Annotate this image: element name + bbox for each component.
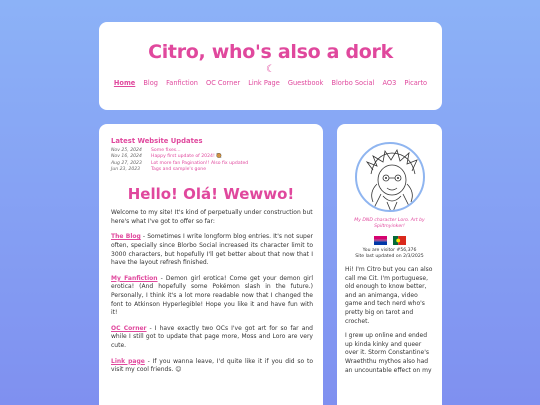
- update-link[interactable]: Lot more fan Pagination!! Also fix updated: [151, 160, 249, 166]
- updates-heading: Latest Website Updates: [111, 137, 203, 145]
- nav-ao3[interactable]: AO3: [382, 79, 397, 87]
- last-updated: Site last updated on 2/3/2025: [355, 254, 424, 259]
- update-link[interactable]: Some fixes...: [151, 148, 181, 153]
- welcome-content: [99, 209, 323, 375]
- update-date: Aug 27, 2023: [111, 160, 142, 166]
- section-fanfiction: [111, 275, 313, 318]
- character-sketch-image: [357, 144, 425, 212]
- update-date: Jun 23, 2023: [111, 166, 141, 172]
- nav-blorbo-social[interactable]: Blorbo Social: [331, 79, 375, 87]
- update-link[interactable]: Tags and sample's gone: [151, 166, 207, 172]
- link-page-link[interactable]: Link page: [111, 357, 145, 365]
- nav-guestbook[interactable]: Guestbook: [287, 79, 324, 87]
- nav-picarto[interactable]: Picarto: [404, 79, 428, 87]
- visitor-counter: You are visitor #56,376: [362, 248, 417, 253]
- avatar-caption: My DND character Loro. Art by Spiltmyinker!: [354, 218, 425, 229]
- nav-oc-corner[interactable]: OC Corner: [206, 79, 241, 87]
- section-text: - I have exactly two OCs I've got art for so far and while I still got to update that page more, Moss and Loro are very cute.: [111, 324, 313, 349]
- nav-blog[interactable]: Blog: [143, 79, 158, 87]
- update-row: [111, 167, 313, 173]
- section-text: - Demon girl erotica! Come get your demon girl erotica! (And hopefully some Pokémon slash in the future.) Personally, I think it's a lot more readable now that I changed the font to Atkinson Hyperlegible! Hope you like it and have fun with it!: [111, 274, 313, 317]
- main-nav: [99, 79, 442, 87]
- intro-text: Welcome to my site! It's kind of perpetually under construction but here's what I've got to offer so far:: [111, 209, 313, 225]
- nav-fanfiction[interactable]: Fanfiction: [166, 79, 198, 87]
- update-date: Nov 16, 2024: [111, 154, 142, 160]
- nav-link-page[interactable]: Link Page: [248, 79, 280, 87]
- bio-paragraph: I grew up online and ended up kinda kinky and queer over it. Storm Constantine's Wraeththu mythos also had an uncountable effect on my: [345, 332, 432, 374]
- avatar: [355, 142, 425, 212]
- update-date: Nov 25, 2024: [111, 148, 142, 153]
- section-blog: [111, 233, 313, 267]
- main-panel: [99, 124, 323, 405]
- blog-link[interactable]: The Blog: [111, 233, 141, 241]
- section-text: - If you wanna leave, I'd quite like it if you did so to visit my cool friends. 😊: [111, 357, 313, 374]
- update-link[interactable]: Happy first update of 2024! 🥘: [151, 154, 222, 160]
- fanfiction-link[interactable]: My Fanfiction: [111, 274, 158, 282]
- bio-paragraph: Hi! I'm Citro but you can also call me Cit. I'm portuguese, old enough to know better, and an animanga, video game and tech nerd who's pretty big on tarot and crochet.: [345, 266, 433, 325]
- portugal-flag-icon: [393, 236, 406, 245]
- section-link-page: [111, 358, 313, 375]
- section-oc-corner: [111, 325, 313, 351]
- welcome-heading: Hello! Olá! Wewwo!: [127, 185, 295, 204]
- site-title: Citro, who's also a dork: [148, 41, 393, 63]
- bio: [337, 266, 442, 375]
- site-stats: [337, 248, 442, 260]
- oc-corner-link[interactable]: OC Corner: [111, 324, 147, 332]
- flags: [337, 236, 442, 245]
- bi-flag-icon: [374, 236, 387, 245]
- moon-icon: ☾: [266, 64, 275, 75]
- site-header: [99, 22, 442, 110]
- nav-home[interactable]: Home: [113, 79, 136, 87]
- section-text: - Sometimes I write longform blog entries. It's not super often, specially since Blorbo Social increased its character limit to 3000 characters, but hopefully I'll get better about that now that I have the layout refresh finished.: [111, 233, 313, 267]
- sidebar: [337, 124, 442, 405]
- updates-box: [99, 124, 323, 173]
